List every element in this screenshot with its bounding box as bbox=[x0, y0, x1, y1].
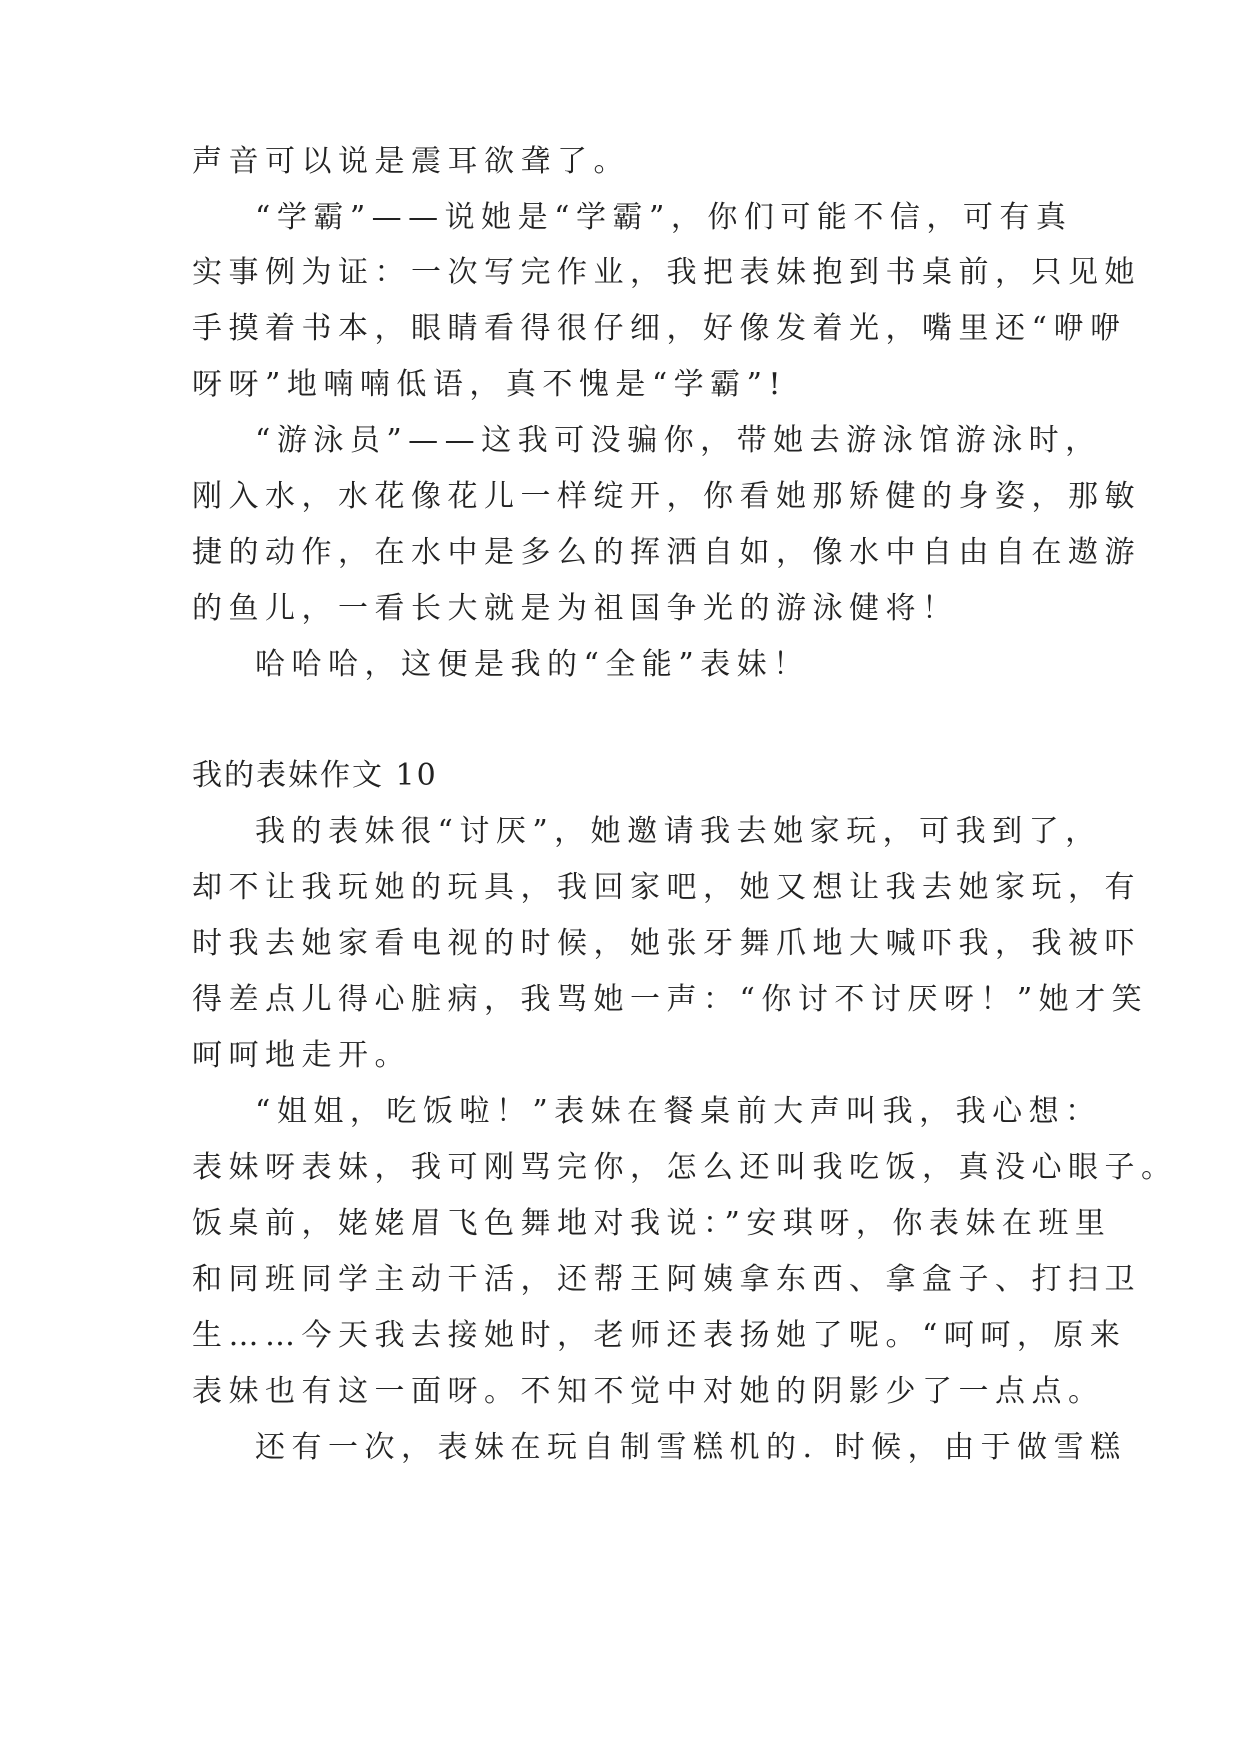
paragraph-line: 实事例为证：一次写完作业，我把表妹抱到书桌前，只见她 bbox=[192, 255, 1141, 290]
paragraph-line: 生……今天我去接她时，老师还表扬她了呢。“呵呵，原来 bbox=[192, 1318, 1127, 1353]
paragraph-line: 还有一次，表妹在玩自制雪糕机的. 时候，由于做雪糕 bbox=[255, 1430, 1127, 1465]
paragraph-line: 时我去她家看电视的时候，她张牙舞爪地大喊吓我，我被吓 bbox=[192, 926, 1141, 961]
paragraph-line: 的鱼儿，一看长大就是为祖国争光的游泳健将！ bbox=[192, 591, 959, 626]
paragraph-line: 表妹呀表妹，我可刚骂完你，怎么还叫我吃饭，真没心眼子。 bbox=[192, 1150, 1178, 1185]
paragraph-line: 我的表妹很“讨厌”，她邀请我去她家玩，可我到了， bbox=[255, 814, 1102, 849]
paragraph-line: “学霸”——说她是“学霸”，你们可能不信，可有真 bbox=[255, 200, 1073, 235]
paragraph-line: “游泳员”——这我可没骗你，带她去游泳馆游泳时， bbox=[255, 423, 1102, 458]
paragraph-line: 声音可以说是震耳欲聋了。 bbox=[192, 144, 630, 179]
paragraph-line: 呵呵地走开。 bbox=[192, 1038, 411, 1073]
paragraph-line: 呀呀”地喃喃低语，真不愧是“学霸”! bbox=[192, 367, 788, 402]
paragraph-line: 捷的动作，在水中是多么的挥洒自如，像水中自由自在遨游 bbox=[192, 535, 1141, 570]
paragraph-line: 表妹也有这一面呀。不知不觉中对她的阴影少了一点点。 bbox=[192, 1374, 1105, 1409]
paragraph-line: “姐姐，吃饭啦！”表妹在餐桌前大声叫我，我心想： bbox=[255, 1094, 1102, 1129]
paragraph-line: 和同班同学主动干活，还帮王阿姨拿东西、拿盒子、打扫卫 bbox=[192, 1262, 1141, 1297]
paragraph-line: 饭桌前，姥姥眉飞色舞地对我说：”安琪呀，你表妹在班里 bbox=[192, 1206, 1112, 1241]
paragraph-line: 手摸着书本，眼睛看得很仔细，好像发着光，嘴里还“咿咿 bbox=[192, 311, 1127, 346]
paragraph-line: 刚入水，水花像花儿一样绽开，你看她那矫健的身姿，那敏 bbox=[192, 479, 1141, 514]
section-heading: 我的表妹作文 10 bbox=[192, 758, 438, 793]
paragraph-line: 却不让我玩她的玩具，我回家吧，她又想让我去她家玩，有 bbox=[192, 870, 1141, 905]
paragraph-line: 得差点儿得心脏病，我骂她一声：“你讨不讨厌呀！”她才笑 bbox=[192, 982, 1149, 1017]
paragraph-line: 哈哈哈，这便是我的“全能”表妹！ bbox=[255, 647, 810, 682]
